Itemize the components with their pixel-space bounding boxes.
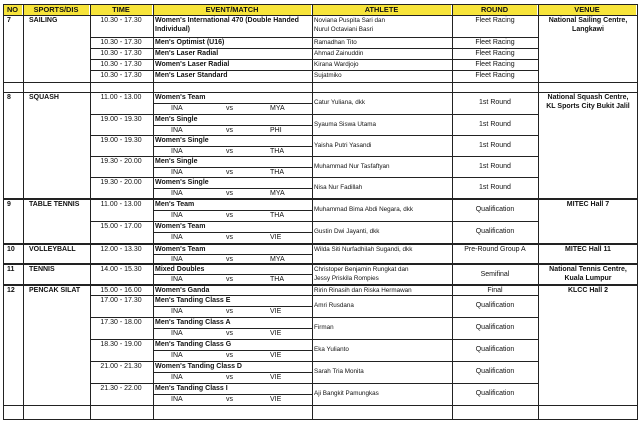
sport-name: SQUASH — [29, 94, 59, 101]
round-cell: Qualification — [475, 206, 515, 213]
event-cell: Men's Laser Radial — [155, 50, 219, 57]
time-cell: 18.30 - 19.00 — [100, 341, 142, 348]
round-cell: Fleet Racing — [475, 50, 515, 57]
team-away: VIE — [270, 352, 282, 359]
round-cell: 1st Round — [479, 142, 511, 149]
team-away: THA — [270, 169, 284, 176]
header-event: EVENT/MATCH — [153, 4, 311, 15]
time-cell: 10.30 - 17.30 — [100, 61, 142, 68]
team-away: VIE — [270, 396, 282, 403]
event-cell: Women's Team — [155, 246, 206, 253]
athlete-cell: Nurul Octaviani Basri — [314, 26, 374, 33]
section-number: 12 — [7, 287, 15, 294]
vs-label: vs — [226, 169, 233, 176]
grid-line — [3, 82, 638, 83]
athlete-cell: Sarah Tria Monita — [314, 368, 364, 375]
athlete-cell: Sujatmiko — [314, 72, 342, 79]
athlete-cell: Syauma Siswa Utama — [314, 121, 376, 128]
venue-line: National Squash Centre, — [547, 94, 629, 101]
round-cell: Pre-Round Group A — [464, 246, 526, 253]
event-cell: Men's Team — [155, 201, 195, 208]
round-cell: Semifinal — [480, 271, 510, 278]
athlete-cell: Yaisha Putri Yasandi — [314, 142, 372, 149]
venue-line: National Tennis Centre, — [549, 266, 627, 273]
time-cell: 10.30 - 17.30 — [100, 17, 142, 24]
time-cell: 12.00 - 13.30 — [100, 246, 142, 253]
section-number: 7 — [7, 17, 11, 24]
grid-line — [3, 4, 638, 5]
team-home: INA — [171, 105, 183, 112]
grid-line — [3, 4, 4, 420]
athlete-cell: Ramadhan Tito — [314, 39, 357, 46]
time-cell: 17.00 - 17.30 — [100, 297, 142, 304]
vs-label: vs — [226, 256, 233, 263]
venue-line: National Sailing Centre, — [548, 17, 628, 24]
team-home: INA — [171, 212, 183, 219]
sport-name: TENNIS — [29, 266, 55, 273]
team-away: THA — [270, 276, 284, 283]
vs-label: vs — [226, 352, 233, 359]
vs-label: vs — [226, 396, 233, 403]
grid-line — [637, 4, 638, 420]
athlete-cell: Catur Yuliana, dkk — [314, 99, 365, 106]
athlete-cell: Nisa Nur Fadillah — [314, 184, 363, 191]
team-away: MYA — [270, 105, 285, 112]
event-cell: Individual) — [155, 26, 190, 33]
grid-line — [153, 4, 154, 420]
header-round: ROUND — [452, 4, 537, 15]
vs-label: vs — [226, 308, 233, 315]
venue: KLCC Hall 2 — [567, 287, 609, 294]
round-cell: Fleet Racing — [475, 61, 515, 68]
sport-name: VOLLEYBALL — [29, 246, 76, 253]
team-home: INA — [171, 169, 183, 176]
time-cell: 15.00 - 17.00 — [100, 223, 142, 230]
vs-label: vs — [226, 190, 233, 197]
athlete-cell: Noviana Puspita Sari dan — [314, 17, 386, 24]
round-cell: Qualification — [475, 346, 515, 353]
round-cell: Fleet Racing — [475, 39, 515, 46]
team-home: INA — [171, 256, 183, 263]
team-away: THA — [270, 212, 284, 219]
vs-label: vs — [226, 212, 233, 219]
event-cell: Women's Single — [155, 137, 209, 144]
venue-line: Langkawi — [572, 26, 604, 33]
event-cell: Mixed Doubles — [155, 266, 205, 273]
athlete-cell: Firman — [314, 324, 334, 331]
venue-line: Kuala Lumpur — [564, 275, 612, 282]
round-cell: 1st Round — [479, 99, 511, 106]
team-away: VIE — [270, 234, 282, 241]
vs-label: vs — [226, 374, 233, 381]
vs-label: vs — [226, 276, 233, 283]
team-home: INA — [171, 127, 183, 134]
venue: MITEC Hall 7 — [566, 201, 610, 208]
event-cell: Men's Laser Standard — [155, 72, 228, 79]
time-cell: 14.00 - 15.30 — [100, 266, 142, 273]
vs-label: vs — [226, 105, 233, 112]
team-home: INA — [171, 374, 183, 381]
time-cell: 19.30 - 20.00 — [100, 179, 142, 186]
time-cell: 10.30 - 17.30 — [100, 50, 142, 57]
time-cell: 19.00 - 19.30 — [100, 137, 142, 144]
time-cell: 10.30 - 17.30 — [100, 39, 142, 46]
sport-name: SAILING — [29, 17, 58, 24]
grid-line — [23, 4, 24, 420]
event-cell: Women's International 470 (Double Handed — [155, 17, 299, 24]
team-home: INA — [171, 276, 183, 283]
vs-label: vs — [226, 234, 233, 241]
round-cell: Final — [487, 287, 503, 294]
event-cell: Men's Tanding Class E — [155, 297, 231, 304]
athlete-cell: Ririn Rinasih dan Riska Hermawan — [314, 287, 412, 294]
round-cell: Qualification — [475, 228, 515, 235]
section-number: 9 — [7, 201, 11, 208]
team-home: INA — [171, 190, 183, 197]
header-time: TIME — [90, 4, 152, 15]
team-away: VIE — [270, 330, 282, 337]
round-cell: 1st Round — [479, 163, 511, 170]
time-cell: 19.00 - 19.30 — [100, 116, 142, 123]
section-number: 8 — [7, 94, 11, 101]
round-cell: Qualification — [475, 390, 515, 397]
event-cell: Men's Tanding Class I — [155, 385, 228, 392]
athlete-cell: Eka Yulianto — [314, 346, 349, 353]
round-cell: 1st Round — [479, 184, 511, 191]
event-cell: Women's Single — [155, 179, 209, 186]
sport-name: PENCAK SILAT — [29, 287, 81, 294]
round-cell: Qualification — [475, 324, 515, 331]
grid-line — [3, 419, 638, 420]
grid-line — [538, 4, 539, 420]
team-home: INA — [171, 352, 183, 359]
event-cell: Men's Tanding Class G — [155, 341, 232, 348]
team-away: VIE — [270, 374, 282, 381]
athlete-cell: Gustin Dwi Jayanti, dkk — [314, 228, 380, 235]
event-cell: Men's Single — [155, 116, 198, 123]
athlete-cell: Ahmad Zainuddin — [314, 50, 364, 57]
team-home: INA — [171, 308, 183, 315]
athlete-cell: Christoper Benjamin Rungkat dan — [314, 266, 409, 273]
event-cell: Women's Tanding Class D — [155, 363, 242, 370]
team-away: VIE — [270, 308, 282, 315]
time-cell: 15.00 - 16.00 — [100, 287, 142, 294]
team-away: PHI — [270, 127, 282, 134]
section-number: 10 — [7, 246, 15, 253]
team-home: INA — [171, 234, 183, 241]
event-cell: Men's Single — [155, 158, 198, 165]
event-cell: Women's Team — [155, 94, 206, 101]
team-home: INA — [171, 148, 183, 155]
grid-line — [312, 4, 313, 420]
time-cell: 11.00 - 13.00 — [100, 94, 142, 101]
team-home: INA — [171, 396, 183, 403]
athlete-cell: Aji Bangkit Pamungkas — [314, 390, 379, 397]
time-cell: 17.30 - 18.00 — [100, 319, 142, 326]
time-cell: 21.00 - 21.30 — [100, 363, 142, 370]
event-cell: Women's Ganda — [155, 287, 210, 294]
venue-line: KL Sports City Bukit Jalil — [546, 103, 630, 110]
event-cell: Women's Laser Radial — [155, 61, 230, 68]
round-cell: Qualification — [475, 368, 515, 375]
time-cell: 19.30 - 20.00 — [100, 158, 142, 165]
event-cell: Women's Team — [155, 223, 206, 230]
venue: MITEC Hall 11 — [565, 246, 611, 253]
time-cell: 21.30 - 22.00 — [100, 385, 142, 392]
header-athlete: ATHLETE — [312, 4, 451, 15]
vs-label: vs — [226, 330, 233, 337]
vs-label: vs — [226, 127, 233, 134]
header-venue: VENUE — [538, 4, 636, 15]
athlete-cell: Jessy Priskila Rompies — [314, 275, 379, 282]
athlete-cell: Muhammad Nur Tasfaftyan — [314, 163, 390, 170]
round-cell: Qualification — [475, 302, 515, 309]
team-away: MYA — [270, 256, 285, 263]
athlete-cell: Amri Rusdana — [314, 302, 354, 309]
time-cell: 10.30 - 17.30 — [100, 72, 142, 79]
event-cell: Men's Tanding Class A — [155, 319, 231, 326]
team-away: THA — [270, 148, 284, 155]
header-sport: SPORTS/DIS — [23, 4, 89, 15]
section-number: 11 — [7, 266, 15, 273]
round-cell: Fleet Racing — [475, 72, 515, 79]
team-away: MYA — [270, 190, 285, 197]
header-no: NO — [3, 4, 22, 15]
round-cell: 1st Round — [479, 121, 511, 128]
vs-label: vs — [226, 148, 233, 155]
time-cell: 11.00 - 13.00 — [100, 201, 142, 208]
team-home: INA — [171, 330, 183, 337]
grid-line — [3, 405, 638, 406]
round-cell: Fleet Racing — [475, 17, 515, 24]
sport-name: TABLE TENNIS — [29, 201, 80, 208]
athlete-cell: Wilda Siti Nurfadhilah Sugandi, dkk — [314, 246, 413, 253]
athlete-cell: Kirana Wardjojo — [314, 61, 359, 68]
event-cell: Men's Optimist (U16) — [155, 39, 225, 46]
athlete-cell: Muhammad Bima Abdi Negara, dkk — [314, 206, 414, 213]
